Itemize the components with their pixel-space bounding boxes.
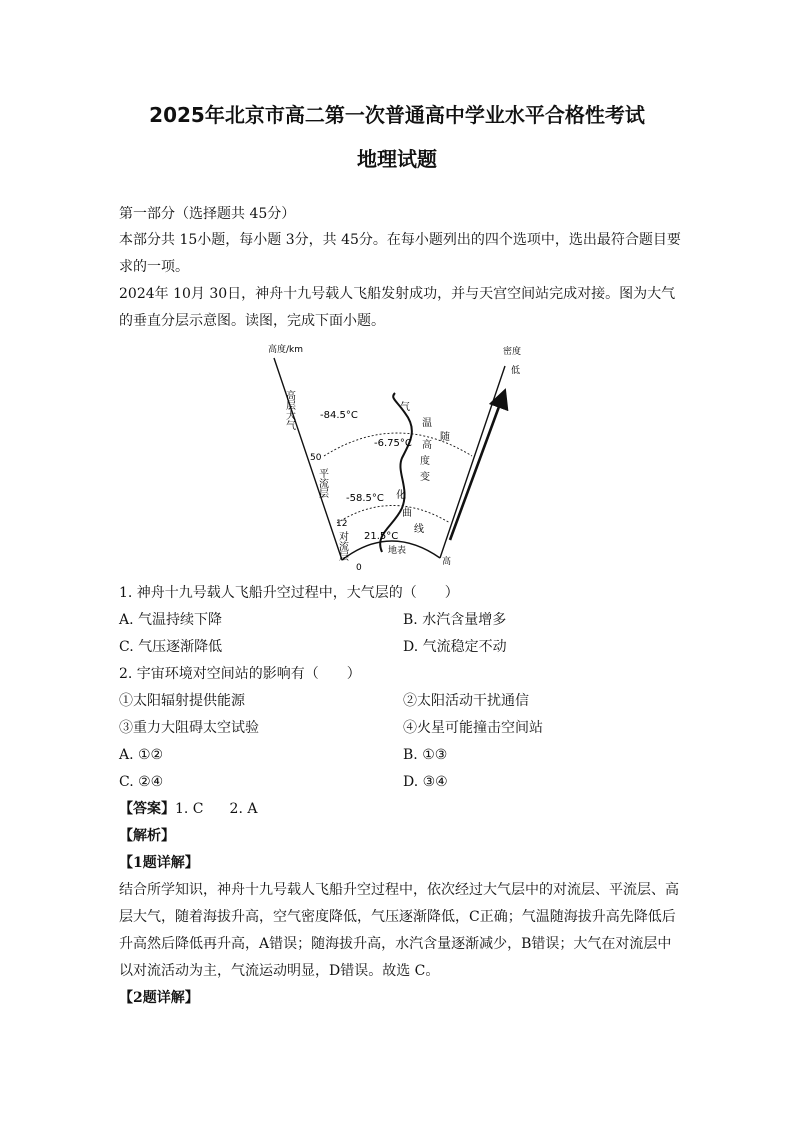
q2-statement-4: ④火星可能撞击空间站 [403,720,543,736]
answer-1: 1. C [175,801,204,817]
axis-left-label: 高度/km [268,345,304,355]
temp-label-4: 21.5°C [364,531,399,542]
temp-label-3: -58.5°C [346,493,384,504]
q1-option-c[interactable]: C. 气压逐渐降低 [119,639,223,655]
temperature-curve [380,393,412,552]
q1-option-a[interactable]: A. 气温持续下降 [119,612,223,628]
q1-detail-line: 升高然后降低再升高，A错误；随海拔升高，水汽含量逐渐减少，B错误；大气在对流层中 [119,936,672,952]
temp-label-2: -6.75°C [374,438,412,449]
section-heading: 第一部分（选择题共 45分） [119,206,296,222]
curve-label-char: 随 [440,432,450,443]
tick-50: 50 [310,453,322,463]
q2-statement-2: ②太阳活动干扰通信 [403,693,529,709]
q1-option-d[interactable]: D. 气流稳定不动 [403,639,507,655]
q2-option-d[interactable]: D. ③④ [403,774,448,790]
svg-text:平流层: 平流层 [316,468,328,498]
tick-12: 12 [336,519,348,529]
curve-label-char: 化 [396,490,406,501]
q2-statement-1: ①太阳辐射提供能源 [119,693,245,709]
q1-detail-line: 结合所学知识，神舟十九号载人飞船升空过程中，依次经过大气层中的对流层、平流层、高 [119,882,679,898]
material-text-cont: 的垂直分层示意图。读图，完成下面小题。 [119,313,385,329]
q1-stem: 1. 神舟十九号载人飞船升空过程中，大气层的（ ） [119,585,459,601]
curve-label-char: 曲 [402,508,412,519]
curve-label-char: 变 [420,472,430,483]
q1-detail-label: 【1题详解】 [119,855,199,871]
q1-option-b[interactable]: B. 水汽含量增多 [403,612,507,628]
curve-label-char: 气 [400,402,410,413]
atmosphere-diagram [262,338,534,574]
axis-right-high: 高 [442,557,452,567]
curve-label-char: 度 [420,456,430,467]
svg-text:高层大气: 高层大气 [283,390,295,430]
layer-strat-label [317,468,329,499]
axis-right-low: 低 [511,366,521,376]
density-arrow [450,393,504,540]
answer-2: 2. A [229,801,258,817]
exam-subtitle: 地理试题 [357,147,437,171]
surface-label: 地表 [388,546,407,556]
section-instruction: 本部分共 15小题，每小题 3分，共 45分。在每小题列出的四个选项中，选出最符合题目要 [119,232,681,248]
section-instruction-cont: 求的一项。 [119,259,189,275]
q2-stem: 2. 宇宙环境对空间站的影响有（ ） [119,666,361,682]
temp-label-1: -84.5°C [320,410,358,421]
curve-label-char: 线 [414,524,424,535]
q2-option-c[interactable]: C. ②④ [119,774,164,790]
axis-right-label: 密度 [503,347,522,357]
q1-detail-line: 层大气，随着海拔升高，空气密度降低，气压逐渐降低，C正确；气温随海拔升高先降低后 [119,909,676,925]
answer-line [119,799,257,819]
material-text: 2024年 10月 30日，神舟十九号载人飞船发射成功，并与天宫空间站完成对接。图为大气 [119,286,676,302]
exam-title: 2025年北京市高二第一次普通高中学业水平合格性考试 [149,103,645,127]
curve-label-char: 温 [422,418,432,429]
q2-statement-3: ③重力大阻碍太空试验 [119,720,259,736]
q2-option-b[interactable]: B. ①③ [403,747,448,763]
q1-detail-line: 以对流活动为主，气流运动明显，D错误。故选 C。 [119,963,440,979]
left-axis [274,358,342,560]
analysis-label: 【解析】 [119,828,175,844]
right-axis [440,366,505,558]
curve-label [396,401,450,535]
curve-label-char: 高 [422,440,432,451]
layer-trop-label [337,530,349,562]
svg-text:对流层: 对流层 [336,531,348,561]
q2-option-a[interactable]: A. ①② [119,747,164,763]
tick-0: 0 [356,563,362,573]
layer-high-label [284,389,296,431]
q2-detail-label: 【2题详解】 [119,990,199,1006]
answer-label: 【答案】 [119,801,175,817]
